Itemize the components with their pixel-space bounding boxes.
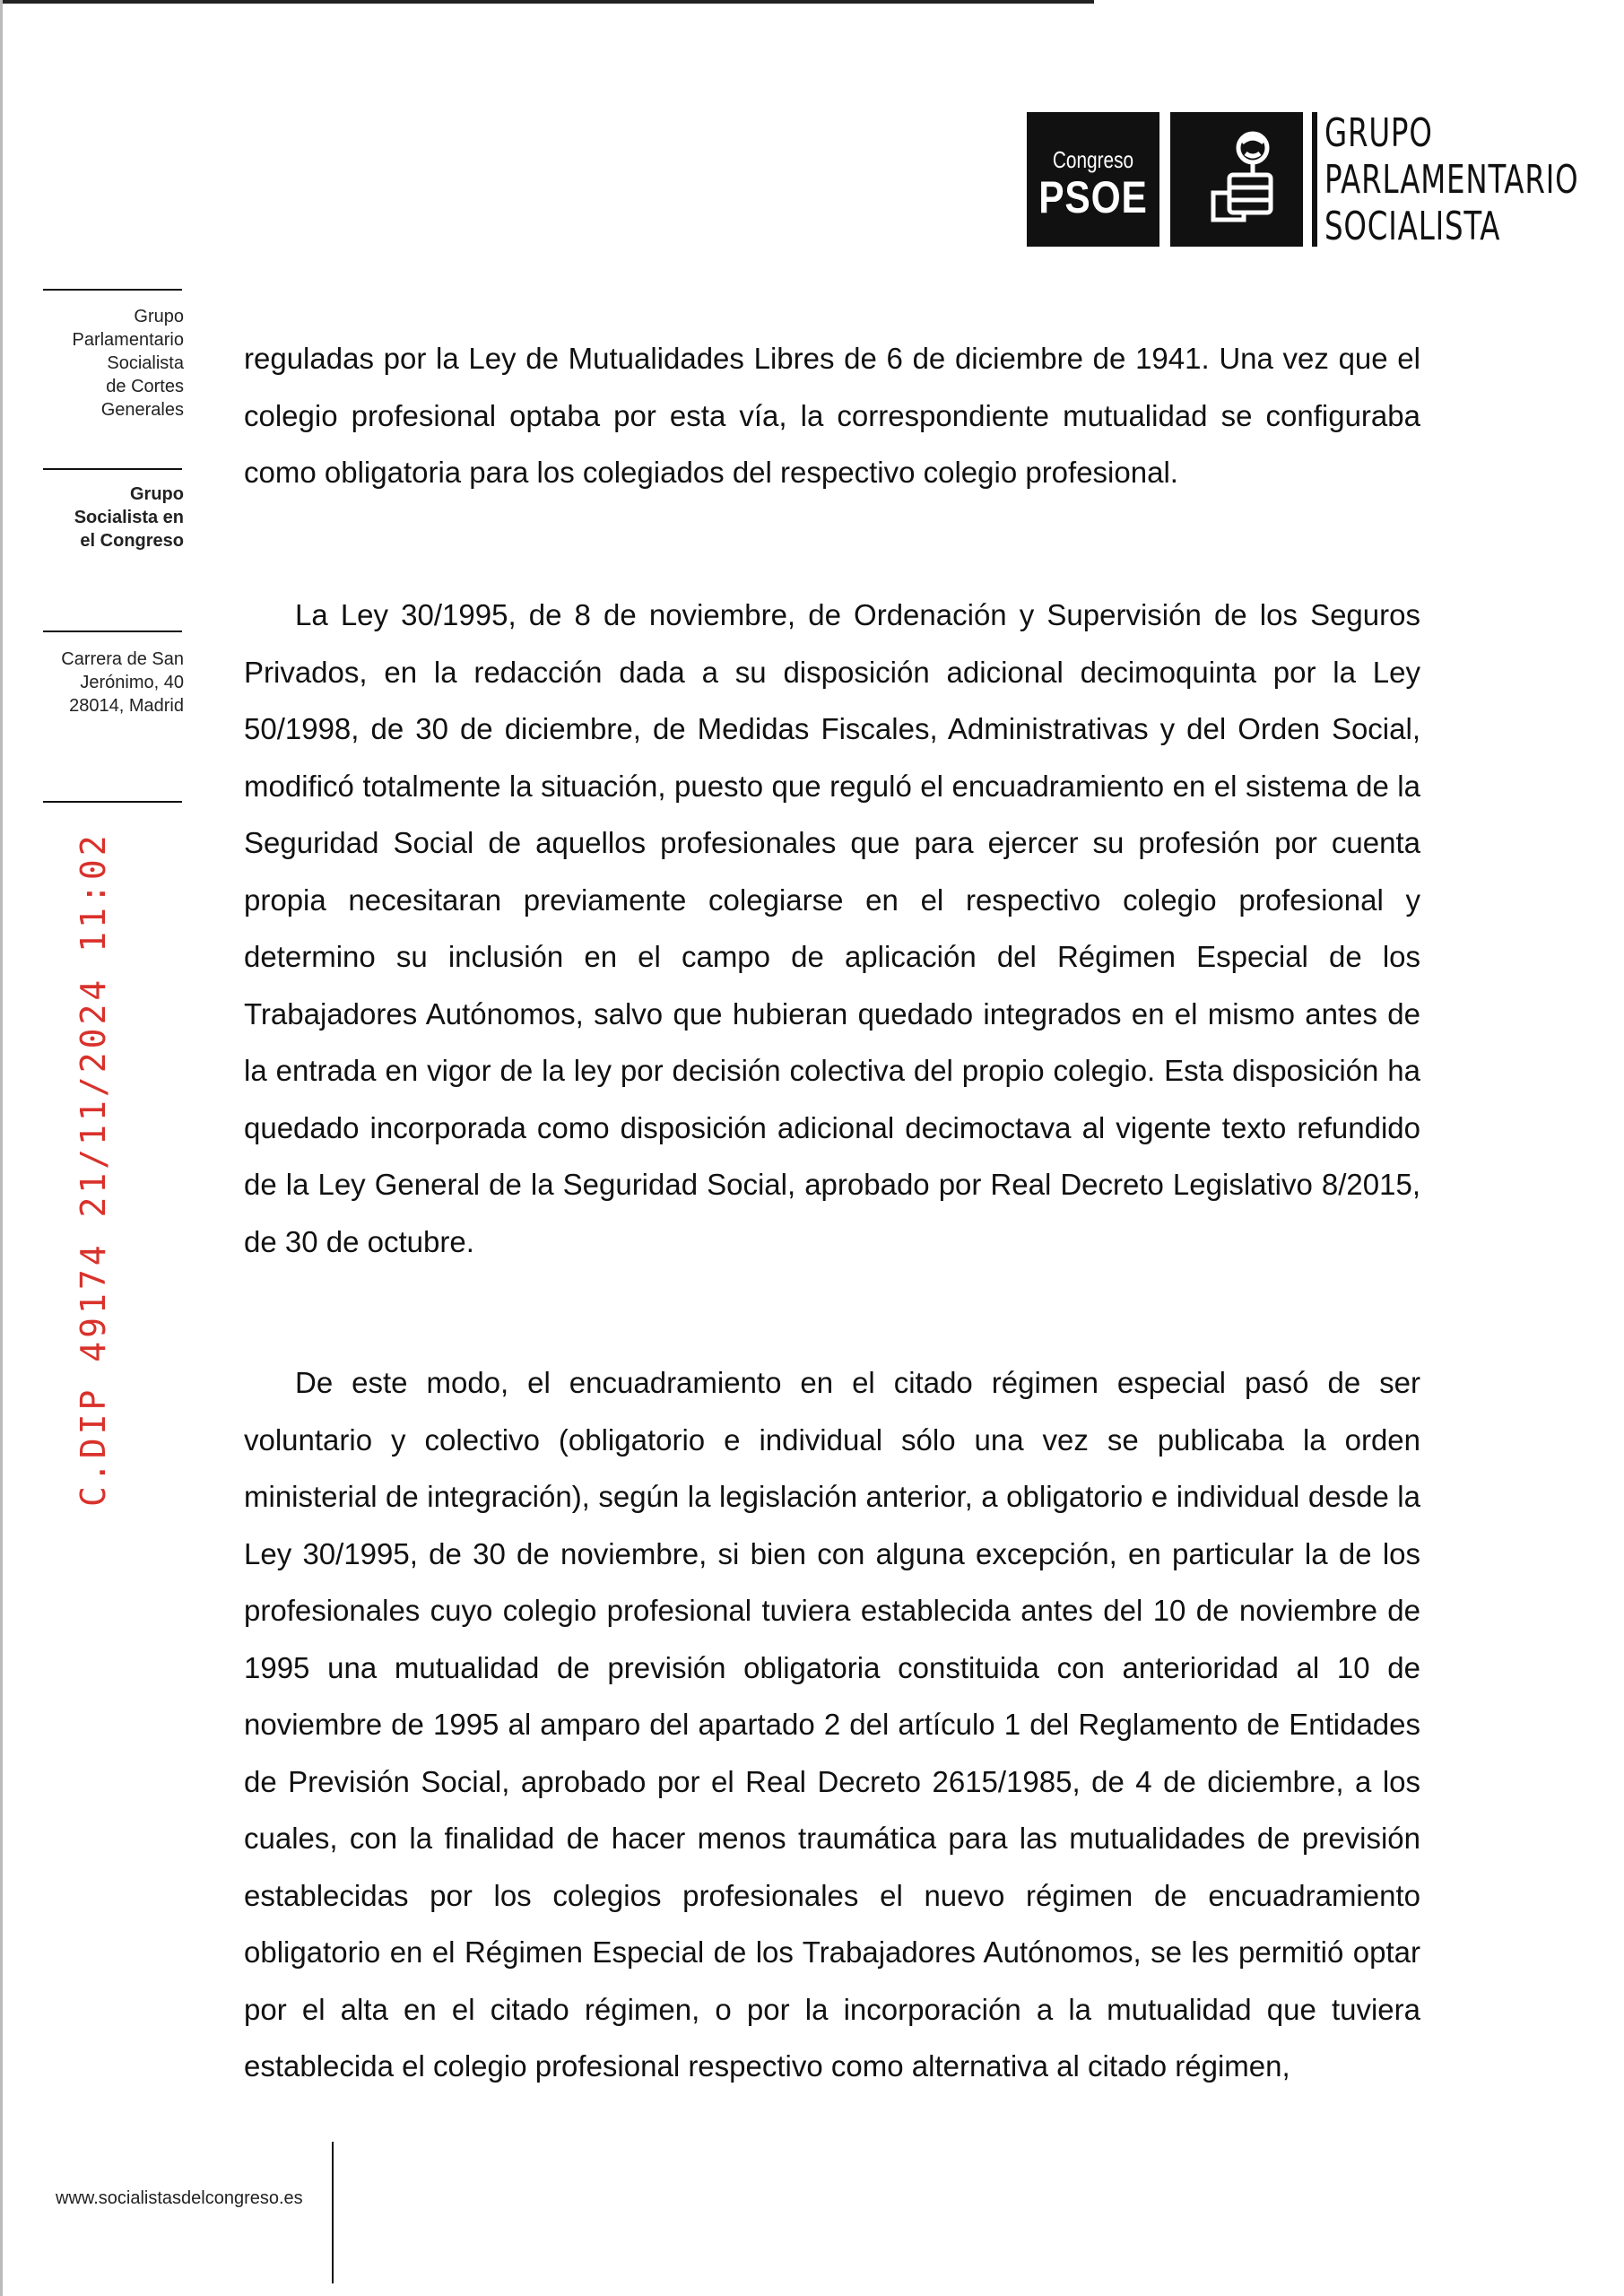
paragraph: La Ley 30/1995, de 8 de noviembre, de Ordenación y Supervisión de los Seguros Privados, en la redacción dada a su disposición adicional decimoquinta por la Ley 50/1998, de 30 de diciembre, de Medidas Fiscales, Administrativas y del Orden Social, modificó totalmente la situación, puesto que reguló el encuadramiento en el sistema de la Seguridad Social de aquellos profesionales que para ejercer su profesión por cuenta propia necesitaran previamente colegiarse en el respectivo colegio profesional y determino su inclusión en el campo de aplicación del Régimen Especial de los Trabajadores Autónomos, salvo que hubieran quedado integrados en el mismo antes de la entrada en vigor de la ley por decisión colectiva del propio colegio. Esta disposición ha quedado incorporada como disposición adicional decimoctava al vigente texto refundido de la Ley General de la Seguridad Social, aprobado por Real Decreto Legislativo 8/2015, de 30 de octubre. — [244, 598, 1420, 1258]
logo-text-line: SOCIALISTA — [1324, 204, 1501, 249]
body-text — [244, 587, 1420, 1270]
sidebar-line: 28014, Madrid — [69, 696, 184, 716]
logo-group-name — [1324, 110, 1578, 250]
sidebar-line: Carrera de San — [61, 649, 184, 669]
paragraph: reguladas por la Ley de Mutualidades Libres de 6 de diciembre de 1941. Una vez que el colegio profesional optaba por esta vía, la correspondiente mutualidad se configuraba como obligatoria para los colegiados del respectivo colegio profesional. — [244, 342, 1420, 489]
sidebar-line: Socialista — [107, 353, 184, 373]
page-top-border — [0, 0, 1094, 4]
registry-stamp: C.DIP 49174 21/11/2024 11:02 — [74, 831, 113, 1507]
body-text — [244, 330, 1420, 501]
sidebar-line: Grupo — [130, 484, 184, 504]
rose-fist-icon — [1170, 112, 1303, 247]
sidebar-rule — [43, 801, 182, 803]
sidebar-line: Socialista en — [74, 508, 184, 527]
page-left-edge — [0, 0, 3, 2296]
sidebar-group-congreso — [36, 483, 184, 552]
sidebar-group-cortes — [36, 305, 184, 422]
sidebar-rule — [43, 468, 182, 470]
paragraph: De este modo, el encuadramiento en el citado régimen especial pasó de ser voluntario y colectivo (obligatorio e individual sólo una vez se publicaba la orden ministerial de integración), según la legislación anterior, a obligatorio e individual desde la Ley 30/1995, de 30 de noviembre, si bien con alguna excepción, en particular la de los profesionales cuyo colegio profesional tuviera establecida antes del 10 de noviembre de 1995 una mutualidad de previsión obligatoria constituida con anterioridad al 10 de noviembre de 1995 al amparo del apartado 2 del artículo 1 del Reglamento de Entidades de Previsión Social, aprobado por el Real Decreto 2615/1985, de 4 de diciembre, a los cuales, con la finalidad de hacer menos traumática para las mutualidades de previsión establecidas por los colegios profesionales el nuevo régimen de encuadramiento obligatorio en el Régimen Especial de los Trabajadores Autónomos, se les permitió optar por el alta en el citado régimen, o por la incorporación a la mutualidad que tuviera establecida el colegio profesional respectivo como alternativa al citado régimen, — [244, 1366, 1420, 2083]
congreso-psoe-block — [1027, 112, 1159, 247]
sidebar-line: Jerónimo, 40 — [80, 673, 184, 692]
logo-text-line: PARLAMENTARIO — [1324, 157, 1579, 203]
sidebar-rule — [43, 289, 182, 291]
sidebar-line: Parlamentario — [72, 330, 184, 350]
sidebar-address — [36, 648, 184, 718]
footer-website: www.socialistasdelcongreso.es — [56, 2188, 303, 2208]
sidebar-line: Grupo — [134, 307, 184, 326]
sidebar-rule — [43, 631, 182, 632]
logo-congreso-label: Congreso — [1052, 146, 1134, 173]
footer-divider — [332, 2142, 334, 2283]
body-text — [244, 1354, 1420, 2095]
logo-psoe-label: PSOE — [1038, 172, 1148, 222]
sidebar-line: de Cortes — [106, 377, 184, 396]
sidebar-line: Generales — [100, 400, 184, 420]
sidebar-line: el Congreso — [80, 531, 184, 551]
logo-divider — [1312, 112, 1317, 247]
logo-text-line: GRUPO — [1324, 110, 1433, 156]
